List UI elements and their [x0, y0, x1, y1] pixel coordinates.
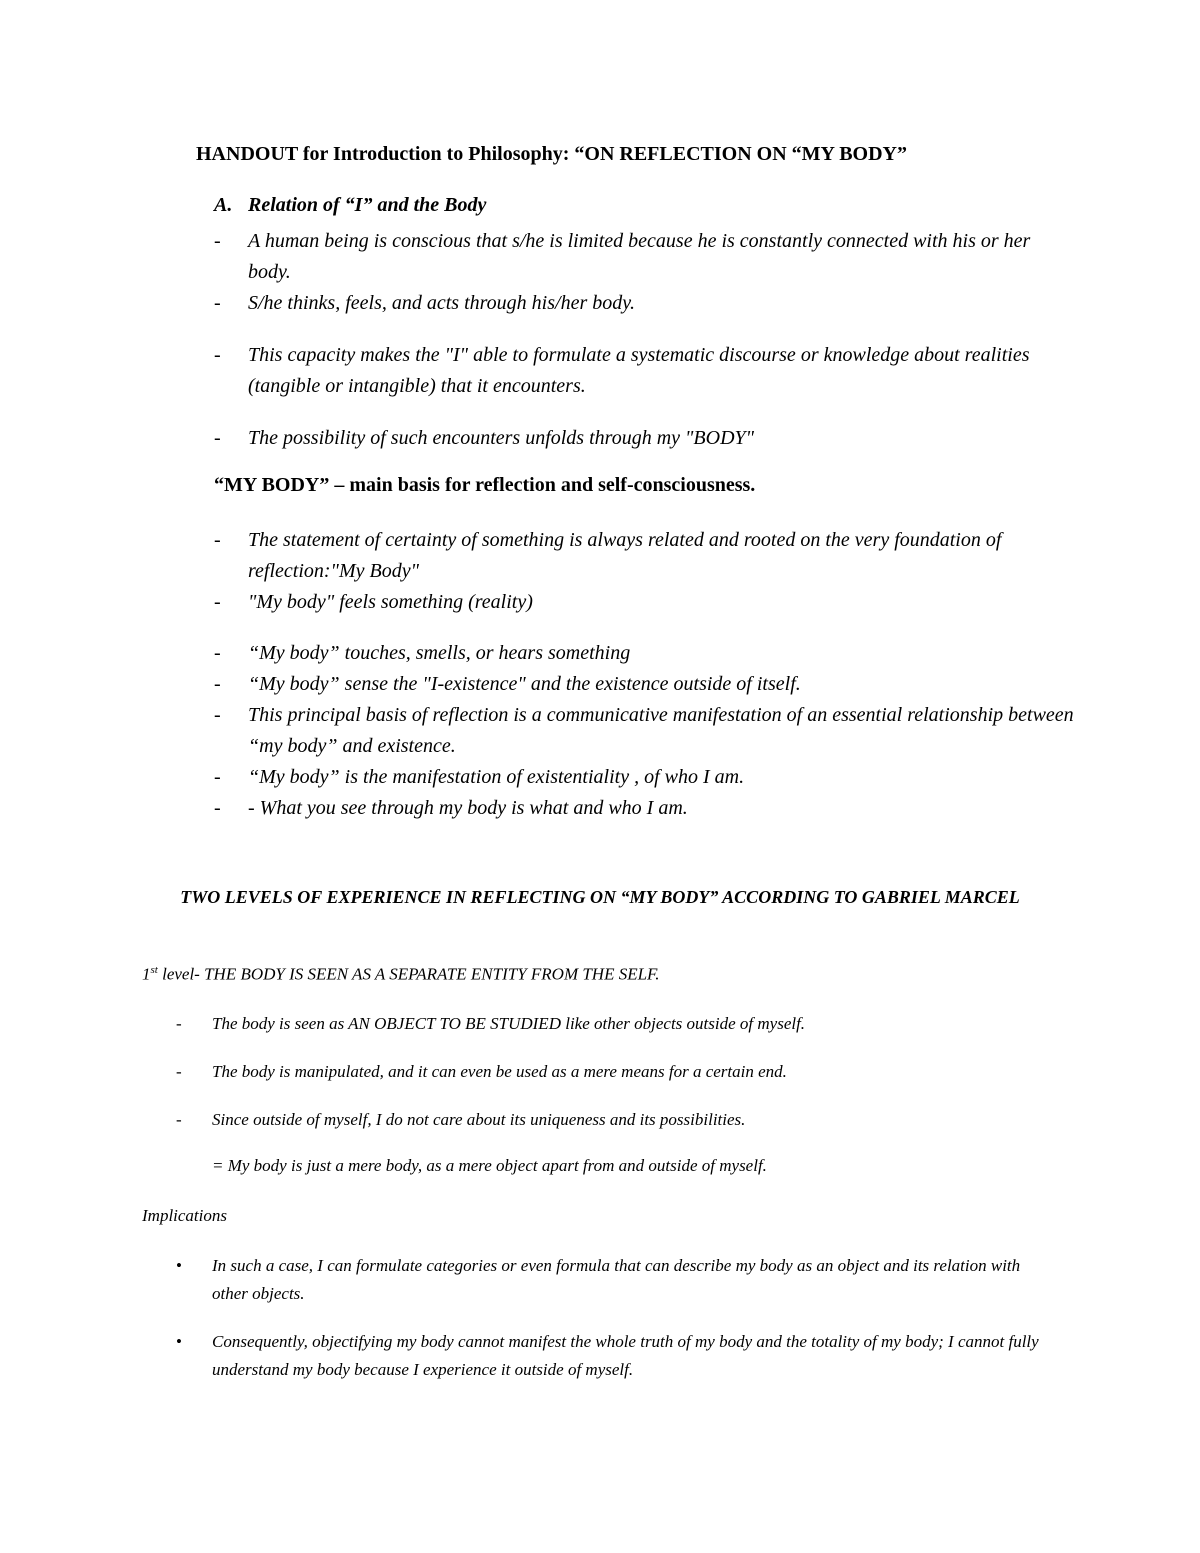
dash-bullet: - — [214, 591, 221, 613]
list-item — [214, 288, 1074, 319]
section-a-letter: A. — [214, 194, 233, 216]
level-1-heading — [142, 964, 660, 985]
list-item-text: Since outside of myself, I do not care about its uniqueness and its possibilities. — [212, 1110, 746, 1129]
dash-bullet: - — [176, 1014, 182, 1033]
dash-bullet: - — [214, 230, 221, 252]
dash-bullet: - — [214, 766, 221, 788]
section-a-heading — [214, 194, 486, 217]
list-item-text: This principal basis of reflection is a communicative manifestation of an essential relationship between “my body” and existence. — [248, 704, 1074, 757]
list-item — [176, 1010, 1076, 1038]
list-item-text: Consequently, objectifying my body cannot manifest the whole truth of my body and the totality of my body; I cannot fully understand my body because I experience it outside of myself. — [212, 1332, 1039, 1379]
list-item-text: This capacity makes the "I" able to formulate a systematic discourse or knowledge about realities (tangible or intangible) that it encounters. — [248, 344, 1030, 397]
list-item — [214, 669, 1074, 700]
list-item-text: A human being is conscious that s/he is limited because he is constantly connected with his or her body. — [248, 230, 1031, 283]
level-1-list — [176, 1010, 1076, 1134]
list-item-text: The possibility of such encounters unfolds through my "BODY" — [248, 427, 755, 449]
dash-bullet: - — [214, 427, 221, 449]
dash-bullet: - — [214, 797, 221, 819]
list-item — [214, 587, 1074, 618]
dash-bullet: - — [214, 529, 221, 551]
section-a-list — [214, 226, 1074, 454]
list-item-text: The body is seen as AN OBJECT TO BE STUDIED like other objects outside of myself. — [212, 1014, 806, 1033]
list-item-text: The body is manipulated, and it can even be used as a mere means for a certain end. — [212, 1062, 787, 1081]
implications-heading: Implications — [142, 1206, 227, 1225]
my-body-list — [214, 525, 1074, 824]
list-item-text: “My body” touches, smells, or hears something — [248, 642, 631, 664]
list-item — [214, 525, 1074, 587]
list-item — [214, 793, 1074, 824]
level-1-superscript: st — [150, 964, 158, 976]
list-item-text: “My body” sense the "I-existence" and the existence outside of itself. — [248, 673, 801, 695]
bullet-icon: • — [176, 1332, 182, 1351]
page-title: HANDOUT for Introduction to Philosophy: “ON REFLECTION ON “MY BODY” — [196, 143, 907, 165]
dash-bullet: - — [214, 704, 221, 726]
dash-bullet: - — [214, 673, 221, 695]
list-item — [214, 638, 1074, 669]
list-item — [176, 1252, 1056, 1308]
list-item — [214, 340, 1074, 402]
list-item-text: "My body" feels something (reality) — [248, 591, 533, 613]
dash-bullet: - — [176, 1062, 182, 1081]
list-item — [214, 226, 1074, 288]
list-item — [176, 1058, 1076, 1086]
dash-bullet: - — [176, 1110, 182, 1129]
list-item — [214, 700, 1074, 762]
list-item-text: The statement of certainty of something is always related and rooted on the very foundation of reflection:"My Body" — [248, 529, 1002, 582]
bullet-icon: • — [176, 1256, 182, 1275]
two-levels-heading: TWO LEVELS OF EXPERIENCE IN REFLECTING ON “MY BODY” ACCORDING TO GABRIEL MARCEL — [180, 887, 1020, 907]
list-item-text: - What you see through my body is what and who I am. — [248, 797, 688, 819]
list-item — [214, 423, 1074, 454]
dash-bullet: - — [214, 642, 221, 664]
level-1-conclusion: = My body is just a mere body, as a mere object apart from and outside of myself. — [212, 1156, 767, 1175]
dash-bullet: - — [214, 292, 221, 314]
my-body-heading: “MY BODY” – main basis for reflection and self-consciousness. — [214, 474, 756, 496]
list-item — [176, 1328, 1056, 1384]
list-item-text: “My body” is the manifestation of existentiality , of who I am. — [248, 766, 745, 788]
list-item-text: S/he thinks, feels, and acts through his/her body. — [248, 292, 636, 314]
list-item — [176, 1106, 1076, 1134]
level-1-text: level- THE BODY IS SEEN AS A SEPARATE ENTITY FROM THE SELF. — [157, 964, 660, 984]
list-item-text: In such a case, I can formulate categories or even formula that can describe my body as an object and its relation with other objects. — [212, 1256, 1021, 1303]
level-1-number: 1 — [142, 964, 151, 984]
list-item — [214, 762, 1074, 793]
implications-list — [176, 1252, 1056, 1384]
section-a-title: Relation of “I” and the Body — [248, 194, 487, 216]
dash-bullet: - — [214, 344, 221, 366]
